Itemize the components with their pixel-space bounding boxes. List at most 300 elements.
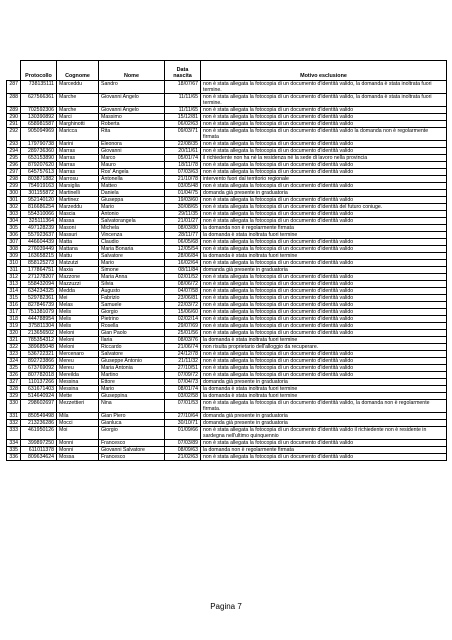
nome-cell: Giovanni Salvatore [99,447,165,454]
motivo-cell: la domanda non è regolarmente firmata [201,447,447,454]
nome-cell: Rosella [99,323,165,330]
table-row [7,176,447,183]
row-index: 300 [7,190,21,197]
protocollo-cell: 807782018 [21,372,57,379]
nome-cell: Francesco [99,440,165,447]
data-nascita-cell: 21/06/74 [165,344,201,351]
table-row [7,393,447,400]
data-nascita-cell: 08/11/84 [165,267,201,274]
motivo-cell: non è stata allegata la fotocopia di un documento d'identità valido [201,309,447,316]
row-index: 294 [7,148,21,155]
table-row [7,420,447,427]
data-nascita-cell: 01/09/66 [165,427,201,440]
protocollo-cell: 301155872 [21,190,57,197]
table-row [7,316,447,323]
motivo-cell: non è stata allegata la fotocopia di un documento d'identità valido [201,162,447,169]
protocollo-cell: 497128239 [21,225,57,232]
motivo-cell: non è stata allegata la fotocopia di un documento d'identità valido [201,358,447,365]
table-row [7,114,447,121]
cognome-cell: Matzutzi [57,260,99,267]
data-nascita-cell: 25/01/56 [165,330,201,337]
nome-cell: Ettore [99,379,165,386]
nome-cell: Giovanni Angelo [99,94,165,107]
data-nascita-cell: 11/11/65 [165,107,201,114]
row-index: 332 [7,420,21,427]
nome-cell: Giorgio [99,309,165,316]
motivo-cell: non è stata allegata la fotocopia di un documento d'identità valido [201,211,447,218]
motivo-cell: non è stata allegata la fotocopia di un documento d'identità valido [201,288,447,295]
protocollo-cell: 213656502 [21,330,57,337]
protocollo-cell: 110137266 [21,379,57,386]
table-row [7,253,447,260]
data-nascita-cell: 29/07/69 [165,323,201,330]
motivo-cell: non è stata allegata la fotocopia di un documento d'identità valido [201,274,447,281]
motivo-cell: non è stata allegata la fotocopia di un documento d'identità valido [201,169,447,176]
motivo-cell: non è stata allegata la fotocopia di un documento d'identità valido [201,316,447,323]
cognome-cell: Mattu [57,253,99,260]
protocollo-cell: 816686254 [21,204,57,211]
row-index: 297 [7,169,21,176]
data-nascita-cell: 30/10/71 [165,420,201,427]
row-index: 309 [7,253,21,260]
table-row [7,260,447,267]
nome-cell: Silvia [99,281,165,288]
protocollo-cell: 879207620 [21,162,57,169]
row-index: 306 [7,232,21,239]
data-nascita-cell: 02/01/52 [165,274,201,281]
motivo-cell: non è stata allegata la fotocopia di un documento d'identità valido, la domanda è stata inoltrata fuori termine. [201,94,447,107]
cognome-cell: Mei [57,295,99,302]
table-row [7,323,447,330]
table-row [7,169,447,176]
cognome-cell: Massa [57,218,99,225]
table-row [7,330,447,337]
protocollo-cell: 645757613 [21,169,57,176]
table-row [7,141,447,148]
cognome-cell: Monni [57,440,99,447]
cognome-cell: Martinelli [57,190,99,197]
table-row [7,302,447,309]
cognome-cell: Messina [57,379,99,386]
row-index: 323 [7,351,21,358]
nome-cell: Giuseppa [99,197,165,204]
table-row [7,211,447,218]
cognome-cell: Marras [57,169,99,176]
table-row [7,400,447,413]
table-row [7,232,447,239]
protocollo-cell: 271278207 [21,274,57,281]
protocollo-cell: 557923637 [21,232,57,239]
row-index: 288 [7,94,21,107]
row-index: 318 [7,316,21,323]
cognome-cell: Mossa [57,454,99,461]
motivo-cell: intervento fuori dal territorio regionale [201,176,447,183]
protocollo-cell: 631671403 [21,386,57,393]
protocollo-cell: 276039449 [21,246,57,253]
protocollo-cell: 858125273 [21,260,57,267]
data-nascita-cell: 09/03/71 [165,128,201,141]
table-row [7,162,447,169]
nome-cell: Simone [99,267,165,274]
cognome-cell: Marrosu [57,176,99,183]
motivo-cell: non è stata allegata la fotocopia di un documento d'identità valido, la domanda non è regolarmente firmata. [201,400,447,413]
table-row [7,379,447,386]
table-row [7,218,447,225]
data-nascita-cell: 21/01/27 [165,218,201,225]
cognome-cell: Matta [57,239,99,246]
nome-cell: Salvatore [99,351,165,358]
protocollo-cell: 446604439 [21,239,57,246]
table-row [7,351,447,358]
table-row [7,121,447,128]
protocollo-cell: 751381079 [21,309,57,316]
protocollo-cell: 163658215 [21,253,57,260]
row-index: 312 [7,274,21,281]
cognome-cell: Melis [57,323,99,330]
cognome-cell: Maxia [57,267,99,274]
motivo-cell: la domanda è stata inoltrata fuori termine [201,386,447,393]
table-row [7,344,447,351]
header-index [7,61,21,81]
nome-cell: Pietrino [99,316,165,323]
table-row [7,128,447,141]
nome-cell: Salvatore [99,253,165,260]
table-row [7,454,447,461]
nome-cell: Daniela [99,190,165,197]
nome-cell: Matteo [99,183,165,190]
nome-cell: Salvatorangela [99,218,165,225]
cognome-cell: Mazzone [57,274,99,281]
data-nascita-cell: 02/02/14 [165,316,201,323]
header-row [7,61,447,81]
nome-cell: Giovanni [99,148,165,155]
header-protocollo: Protocollo [21,61,57,81]
table-row [7,183,447,190]
data-nascita-cell: 07/04/73 [165,379,201,386]
row-index: 325 [7,365,21,372]
data-nascita-cell: 01/04/75 [165,190,201,197]
nome-cell: Sandro [99,81,165,94]
protocollo-cell: 827846739 [21,302,57,309]
cognome-cell: Mocci [57,420,99,427]
protocollo-cell: 892723866 [21,358,57,365]
row-index: 299 [7,183,21,190]
protocollo-cell: 558432094 [21,281,57,288]
motivo-cell: non è stata allegata la fotocopia di un documento d'identità valido [201,302,447,309]
motivo-cell: non è stata allegata la fotocopia di un documento d'identità valido [201,239,447,246]
table-row [7,440,447,447]
table-row [7,295,447,302]
cognome-cell: Marini [57,141,99,148]
motivo-cell: non è stata allegata la fotocopia di un documento d'identità valido [201,121,447,128]
protocollo-cell: 738135111 [21,81,57,94]
protocollo-cell: 905094969 [21,128,57,141]
table-row [7,365,447,372]
table-row [7,239,447,246]
row-index: 307 [7,239,21,246]
cognome-cell: Marghinotti [57,121,99,128]
data-nascita-cell: 22/08/35 [165,141,201,148]
table-row [7,267,447,274]
row-index: 291 [7,121,21,128]
nome-cell: Augusto [99,288,165,295]
cognome-cell: Mereu [57,358,99,365]
motivo-cell: non è stata allegata la fotocopia di un documento d'identità valido [201,114,447,121]
row-index: 319 [7,323,21,330]
protocollo-cell: 803871882 [21,176,57,183]
data-nascita-cell: 15/06/60 [165,309,201,316]
page-footer: Pagina 7 [210,602,242,611]
data-nascita-cell: 24/12/78 [165,351,201,358]
row-index: 303 [7,211,21,218]
protocollo-cell: 461950126 [21,427,57,440]
protocollo-cell: 952140120 [21,197,57,204]
nome-cell: Michela [99,225,165,232]
data-nascita-cell: 23/06/81 [165,295,201,302]
motivo-cell: non è stata allegata la fotocopia di un documento d'identità valido, la domanda è stata inoltrata fuori termine. [201,81,447,94]
row-index: 330 [7,400,21,413]
cognome-cell: Mascia [57,211,99,218]
motivo-cell: domanda già presente in graduatoria [201,420,447,427]
row-index: 320 [7,330,21,337]
motivo-cell: la domanda è stata inoltrata fuori termine [201,337,447,344]
cognome-cell: Melas [57,302,99,309]
cognome-cell: Meloni [57,344,99,351]
table-row [7,246,447,253]
row-index: 324 [7,358,21,365]
data-nascita-cell: 08/03/80 [165,225,201,232]
nome-cell: Gianluca [99,420,165,427]
row-index: 305 [7,225,21,232]
cognome-cell: Mereilda [57,372,99,379]
table-row [7,288,447,295]
data-nascita-cell: 16/02/64 [165,260,201,267]
data-nascita-cell: 21/10/78 [165,176,201,183]
protocollo-cell: 389685048 [21,344,57,351]
table-row [7,337,447,344]
data-nascita-cell: 08/01/74 [165,386,201,393]
data-nascita-cell: 04/07/58 [165,288,201,295]
row-index: 329 [7,393,21,400]
table-row [7,204,447,211]
motivo-cell: non è stata allegata la fotocopia di un documento d'identità valido [201,197,447,204]
row-index: 292 [7,128,21,141]
motivo-cell: la domanda è stata inoltrata fuori termine [201,253,447,260]
data-nascita-cell: 03/02/58 [165,393,201,400]
data-nascita-cell: 06/02/63 [165,121,201,128]
nome-cell: Antonella [99,176,165,183]
row-index: 304 [7,218,21,225]
row-index: 296 [7,162,21,169]
nome-cell: Maria Anna [99,274,165,281]
nome-cell: Samuele [99,302,165,309]
protocollo-cell: 634234325 [21,288,57,295]
nome-cell: Eleonora [99,141,165,148]
nome-cell: Giuseppina [99,393,165,400]
protocollo-cell: 554310066 [21,211,57,218]
nome-cell: Maria Bonaria [99,246,165,253]
motivo-cell: non è stata allegata la fotocopia di un documento d'identità valido [201,246,447,253]
row-index: 302 [7,204,21,211]
protocollo-cell: 653153890 [21,155,57,162]
data-nascita-cell: 03/05/48 [165,183,201,190]
protocollo-cell: 444788954 [21,316,57,323]
motivo-cell: non è stata allegata la fotocopia di un documento d'identità valido la domanda non è regolarmente firmata [201,128,447,141]
nome-cell: Mauro [99,162,165,169]
cognome-cell: Marche [57,107,99,114]
cognome-cell: Mezzettieri [57,400,99,413]
cognome-cell: Medda [57,288,99,295]
protocollo-cell: 702592306 [21,107,57,114]
cognome-cell: Mette [57,393,99,400]
motivo-cell: non è stata allegata la fotocopia di un documento d'identità valido [201,260,447,267]
row-index: 331 [7,413,21,420]
nome-cell: Giuseppe Antonio [99,358,165,365]
header-motivo: Motivo esclusione [201,61,447,81]
row-index: 326 [7,372,21,379]
protocollo-cell: 673769092 [21,365,57,372]
nome-cell: Mario [99,260,165,267]
row-index: 333 [7,427,21,440]
motivo-cell: non è stata allegata la fotocopia di un documento d'identità valido [201,323,447,330]
row-index: 334 [7,440,21,447]
table-row [7,155,447,162]
protocollo-cell: 399897250 [21,440,57,447]
data-nascita-cell: 08/06/72 [165,281,201,288]
data-nascita-cell: 07/01/53 [165,400,201,413]
motivo-cell: non è stata allegata la fotocopia di un documento d'identità del futuro coniuge. [201,204,447,211]
protocollo-cell: 298602697 [21,400,57,413]
cognome-cell: Melis [57,309,99,316]
row-index: 311 [7,267,21,274]
nome-cell: Marco [99,155,165,162]
row-index: 335 [7,447,21,454]
exclusion-table [6,60,447,461]
cognome-cell: Meloni [57,337,99,344]
header-cognome: Cognome [57,61,99,81]
header-data-nascita: Data nascita [165,61,201,81]
row-index: 298 [7,176,21,183]
protocollo-cell: 627566361 [21,94,57,107]
cognome-cell: Martinez [57,197,99,204]
data-nascita-cell: 28/06/84 [165,253,201,260]
data-nascita-cell: 20/11/61 [165,148,201,155]
data-nascita-cell: 05/01/74 [165,155,201,162]
cognome-cell: Masoni [57,225,99,232]
row-index: 336 [7,454,21,461]
table-row [7,447,447,454]
header-nome: Nome [99,61,165,81]
motivo-cell: la domanda è stata inoltrata fuori termine [201,232,447,239]
row-index: 328 [7,386,21,393]
nome-cell: Gian Paolo [99,330,165,337]
table-row [7,358,447,365]
cognome-cell: Mazzuzzi [57,281,99,288]
nome-cell: Roberta [99,121,165,128]
motivo-cell: il richiedente non ha né la residenza né la sede di lavoro nella provincia [201,155,447,162]
data-nascita-cell: 07/03/89 [165,440,201,447]
nome-cell: Mario [99,386,165,393]
cognome-cell: Mattana [57,246,99,253]
cognome-cell: Marche [57,94,99,107]
motivo-cell: non è stata allegata la fotocopia di un documento d'identità valido [201,141,447,148]
row-index: 317 [7,309,21,316]
motivo-cell: non è stata allegata la fotocopia di un documento d'identità valido [201,148,447,155]
nome-cell: Giovanni Angelo [99,107,165,114]
table-row [7,225,447,232]
row-index: 322 [7,344,21,351]
row-index: 310 [7,260,21,267]
row-index: 308 [7,246,21,253]
cognome-cell: Marceddu [57,81,99,94]
data-nascita-cell: 11/11/65 [165,94,201,107]
table-row [7,107,447,114]
motivo-cell: non è stata allegata la fotocopia di un documento d'identità valido [201,107,447,114]
protocollo-cell: 785354312 [21,337,57,344]
protocollo-cell: 375811304 [21,323,57,330]
protocollo-cell: 130390892 [21,114,57,121]
cognome-cell: Meloni [57,330,99,337]
protocollo-cell: 289736360 [21,148,57,155]
table-row [7,372,447,379]
motivo-cell: non è stata allegata la fotocopia di un documento d'identità valido [201,440,447,447]
row-index: 301 [7,197,21,204]
protocollo-cell: 325111364 [21,218,57,225]
row-index: 327 [7,379,21,386]
data-nascita-cell: 19/03/60 [165,197,201,204]
nome-cell: Riccardo [99,344,165,351]
table-row [7,190,447,197]
nome-cell: Massimo [99,114,165,121]
motivo-cell: non è stata allegata la fotocopia di un documento d'identità valido [201,351,447,358]
table-body [7,81,447,461]
data-nascita-cell: 08/03/76 [165,337,201,344]
data-nascita-cell: 27/10/64 [165,413,201,420]
data-nascita-cell: 22/03/72 [165,302,201,309]
protocollo-cell: 754919163 [21,183,57,190]
protocollo-cell: 177864751 [21,267,57,274]
table-row [7,281,447,288]
row-index: 295 [7,155,21,162]
motivo-cell: la domanda è stata inoltrata fuori termine [201,393,447,400]
motivo-cell: la domanda non è regolarmente firmata [201,225,447,232]
motivo-cell: non è stata allegata la fotocopia di un documento d'identità valido [201,365,447,372]
table-row [7,309,447,316]
motivo-cell: non risulta proprietario dell'alloggio da recuperare. [201,344,447,351]
data-nascita-cell: 18/11/78 [165,162,201,169]
table-row [7,81,447,94]
cognome-cell: Marci [57,114,99,121]
row-index: 316 [7,302,21,309]
cognome-cell: Massuri [57,232,99,239]
data-nascita-cell: 30/08/65 [165,204,201,211]
data-nascita-cell: 27/10/51 [165,365,201,372]
data-nascita-cell: 08/09/63 [165,447,201,454]
row-index: 315 [7,295,21,302]
cognome-cell: Marzeddu [57,204,99,211]
motivo-cell: non è stata allegata la fotocopia di un documento d'identità valido [201,218,447,225]
cognome-cell: Marras [57,155,99,162]
nome-cell: Fabrizio [99,295,165,302]
cognome-cell: Marras [57,148,99,155]
exclusion-list-sheet [6,60,446,461]
protocollo-cell: 179790738 [21,141,57,148]
nome-cell: Vincenza [99,232,165,239]
protocollo-cell: 658981587 [21,121,57,128]
motivo-cell: domanda già presente in graduatoria [201,267,447,274]
table-row [7,386,447,393]
row-index: 321 [7,337,21,344]
